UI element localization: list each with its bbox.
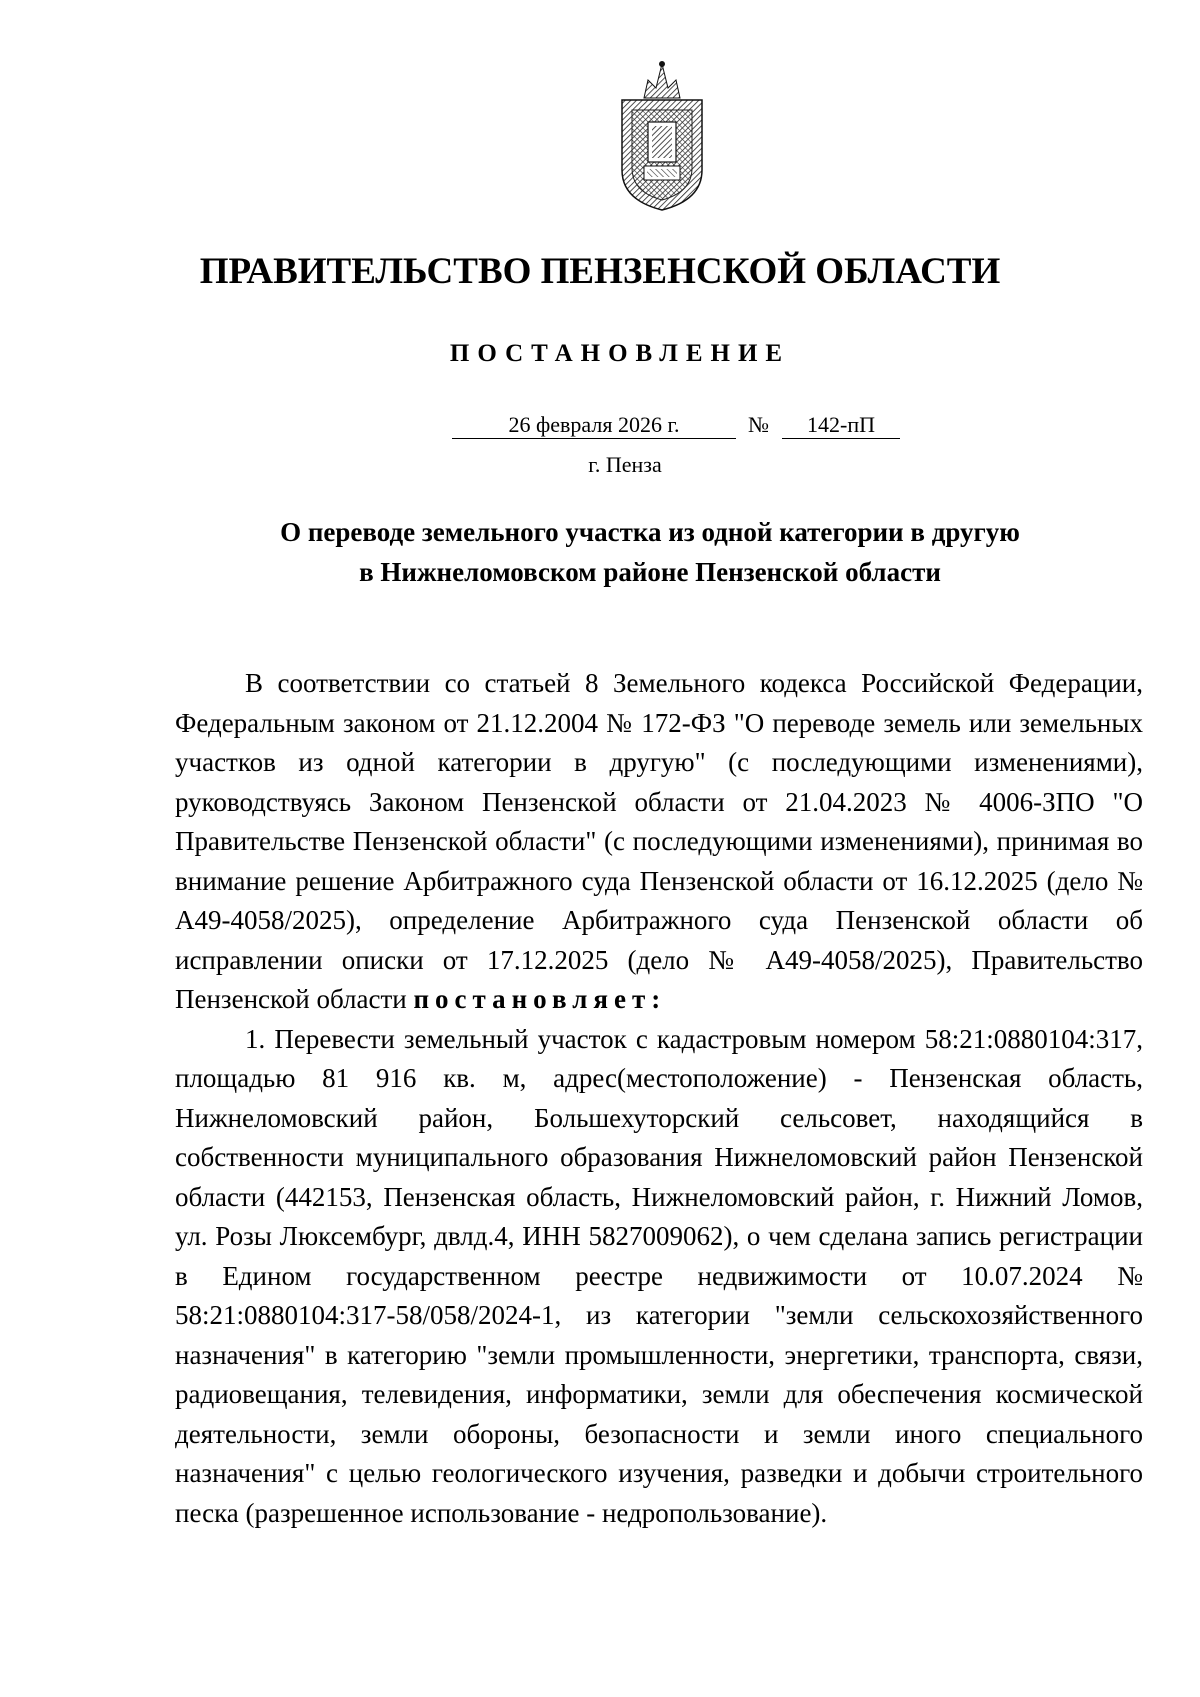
- document-body: [175, 664, 1143, 1533]
- coat-of-arms-icon: [614, 60, 710, 212]
- document-number: 142-пП: [782, 412, 900, 439]
- title-line-1: О переводе земельного участка из одной категории в другую: [280, 517, 1020, 547]
- number-sign: №: [748, 412, 769, 437]
- resolves-word: постановляет:: [413, 984, 667, 1014]
- document-date: 26 февраля 2026 г.: [452, 412, 736, 439]
- organization-name: ПРАВИТЕЛЬСТВО ПЕНЗЕНСКОЙ ОБЛАСТИ: [199, 251, 1001, 292]
- document-type: ПОСТАНОВЛЕНИЕ: [449, 340, 791, 367]
- city: г. Пенза: [588, 452, 662, 477]
- item-1-paragraph: 1. Перевести земельный участок с кадастровым номером 58:21:0880104:317, площадью 81 916 кв. м, адрес(местоположение) - Пензенская область, Нижнеломовский район, Большехуторский сельсовет, находящийся в собственности муниципального образования Нижнеломовский район Пензенской области (442153, Пензенская область, Нижнеломовский район, г. Нижний Ломов, ул. Розы Люксембург, двлд.4, ИНН 5827009062), о чем сделана запись регистрации в Едином государственном реестре недвижимости от 10.07.2024 № 58:21:0880104:317-58/058/2024-1, из категории "земли сельскохозяйственного назначения" в категорию "земли промышленности, энергетики, транспорта, связи, радиовещания, телевидения, информатики, земли для обеспечения космической деятельности, земли обороны, безопасности и земли иного специального назначения" с целью геологического изучения, разведки и добычи строительного песка (разрешенное использование - недропользование).: [175, 1023, 1143, 1528]
- title-line-2: в Нижнеломовском районе Пензенской области: [359, 557, 941, 587]
- preamble-text: В соответствии со статьей 8 Земельного кодекса Российской Федерации, Федеральным законом от 21.12.2004 № 172-ФЗ "О переводе земель или земельных участков из одной категории в другую" (с последующими изменениями), руководствуясь Законом Пензенской области от 21.04.2023 № 4006-ЗПО "О Правительстве Пензенской области" (с последующими изменениями), принимая во внимание решение Арбитражного суда Пензенской области от 16.12.2025 (дело № А49-4058/2025), определение Арбитражного суда Пензенской области об исправлении описки от 17.12.2025 (дело № А49-4058/2025), Правительство Пензенской области: [175, 668, 1143, 1014]
- preamble-paragraph: [175, 664, 1143, 1020]
- document-title: [200, 512, 1100, 592]
